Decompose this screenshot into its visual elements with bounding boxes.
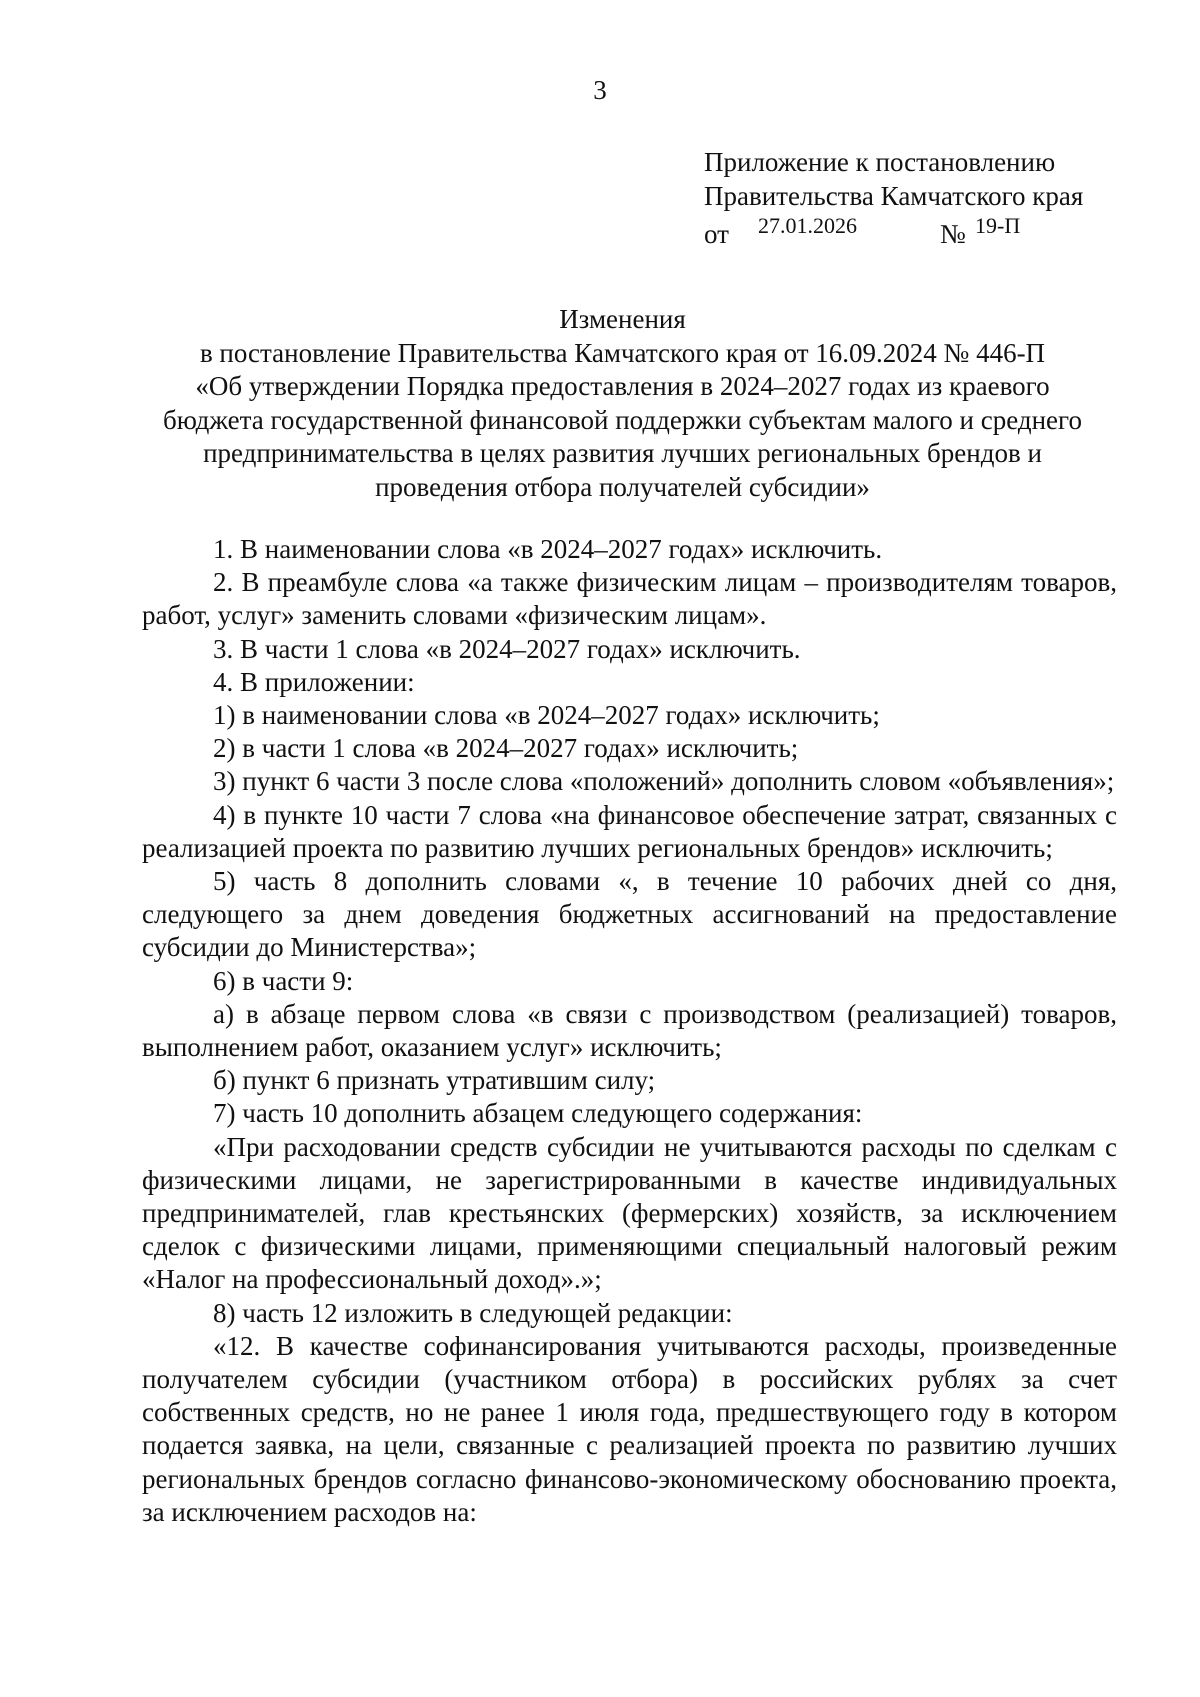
paragraph: 4) в пункте 10 части 7 слова «на финансовое обеспечение затрат, связанных с реализацией проекта по развитию лучших региональных брендов» исключить; (142, 799, 1117, 863)
paragraph: 4. В приложении: (213, 666, 415, 697)
paragraph: 1. В наименовании слова «в 2024–2027 годах» исключить. (213, 534, 883, 564)
appendix-block (704, 145, 1083, 247)
resolution-date: 27.01.2026 (758, 213, 857, 238)
paragraph: «12. В качестве софинансирования учитываются расходы, произведенные получателем субсидии (участником отбора) в российских рублях за счет собственных средств, но не ранее 1 июля года, предшествующего году в котором подается заявка, на цели, связанные с реализацией проекта по развитию лучших региональных брендов согласно финансово-экономическому обоснованию проекта, за исключением расходов на: (142, 1330, 1117, 1527)
appendix-line-1: Приложение к постановлению (704, 147, 1056, 177)
paragraph: 2) в части 1 слова «в 2024–2027 годах» исключить; (213, 733, 799, 764)
paragraph: 5) часть 8 дополнить словами «, в течение 10 рабочих дней со дня, следующего за днем доведения бюджетных ассигнований на предоставление субсидии до Министерства»; (142, 866, 1117, 963)
paragraph: б) пункт 6 признать утратившим силу; (213, 1065, 656, 1096)
heading-line: в постановление Правительства Камчатского края от 16.09.2024 № 446-П (199, 337, 1046, 368)
number-prefix: № (940, 219, 966, 249)
heading-line: «Об утверждении Порядка предоставления в 2024–2027 годах из краевого (195, 371, 1050, 402)
page-number: 3 (593, 75, 607, 105)
paragraph: 6) в части 9: (213, 965, 354, 996)
paragraph: 7) часть 10 дополнить абзацем следующего содержания: (213, 1098, 863, 1129)
heading-line: проведения отбора получателей субсидии» (375, 471, 870, 502)
appendix-date-row (704, 213, 1083, 247)
date-prefix: от (704, 219, 729, 249)
paragraph: а) в абзаце первом слова «в связи с производством (реализацией) товаров, выполнением работ, оказанием услуг» исключить; (142, 998, 1117, 1063)
heading-title: Изменения (559, 304, 686, 334)
paragraph: 1) в наименовании слова «в 2024–2027 годах» исключить; (213, 700, 880, 731)
document-heading (130, 303, 1115, 505)
paragraph: 3) пункт 6 части 3 после слова «положений» дополнить словом «объявления»; (213, 766, 1115, 797)
heading-line: предпринимательства в целях развития лучших региональных брендов и (203, 438, 1042, 469)
paragraph: 8) часть 12 изложить в следующей редакции: (213, 1297, 733, 1328)
resolution-number: 19-П (975, 213, 1021, 238)
document-body (142, 533, 1117, 1529)
appendix-line-2: Правительства Камчатского края (704, 181, 1084, 211)
paragraph: 3. В части 1 слова «в 2024–2027 годах» исключить. (213, 633, 801, 664)
paragraph: 2. В преамбуле слова «а также физическим лицам – производителям товаров, работ, услуг» заменить словами «физическим лицам». (142, 567, 1117, 631)
heading-line: бюджета государственной финансовой поддержки субъектам малого и среднего (163, 404, 1082, 435)
paragraph: «При расходовании средств субсидии не учитываются расходы по сделкам с физическими лицами, не зарегистрированными в качестве индивидуальных предпринимателей, глав крестьянских (фермерских) хозяйств, за исключением сделок с физическими лицами, применяющими специальный налоговый режим «Налог на профессиональный доход».»; (142, 1131, 1117, 1295)
